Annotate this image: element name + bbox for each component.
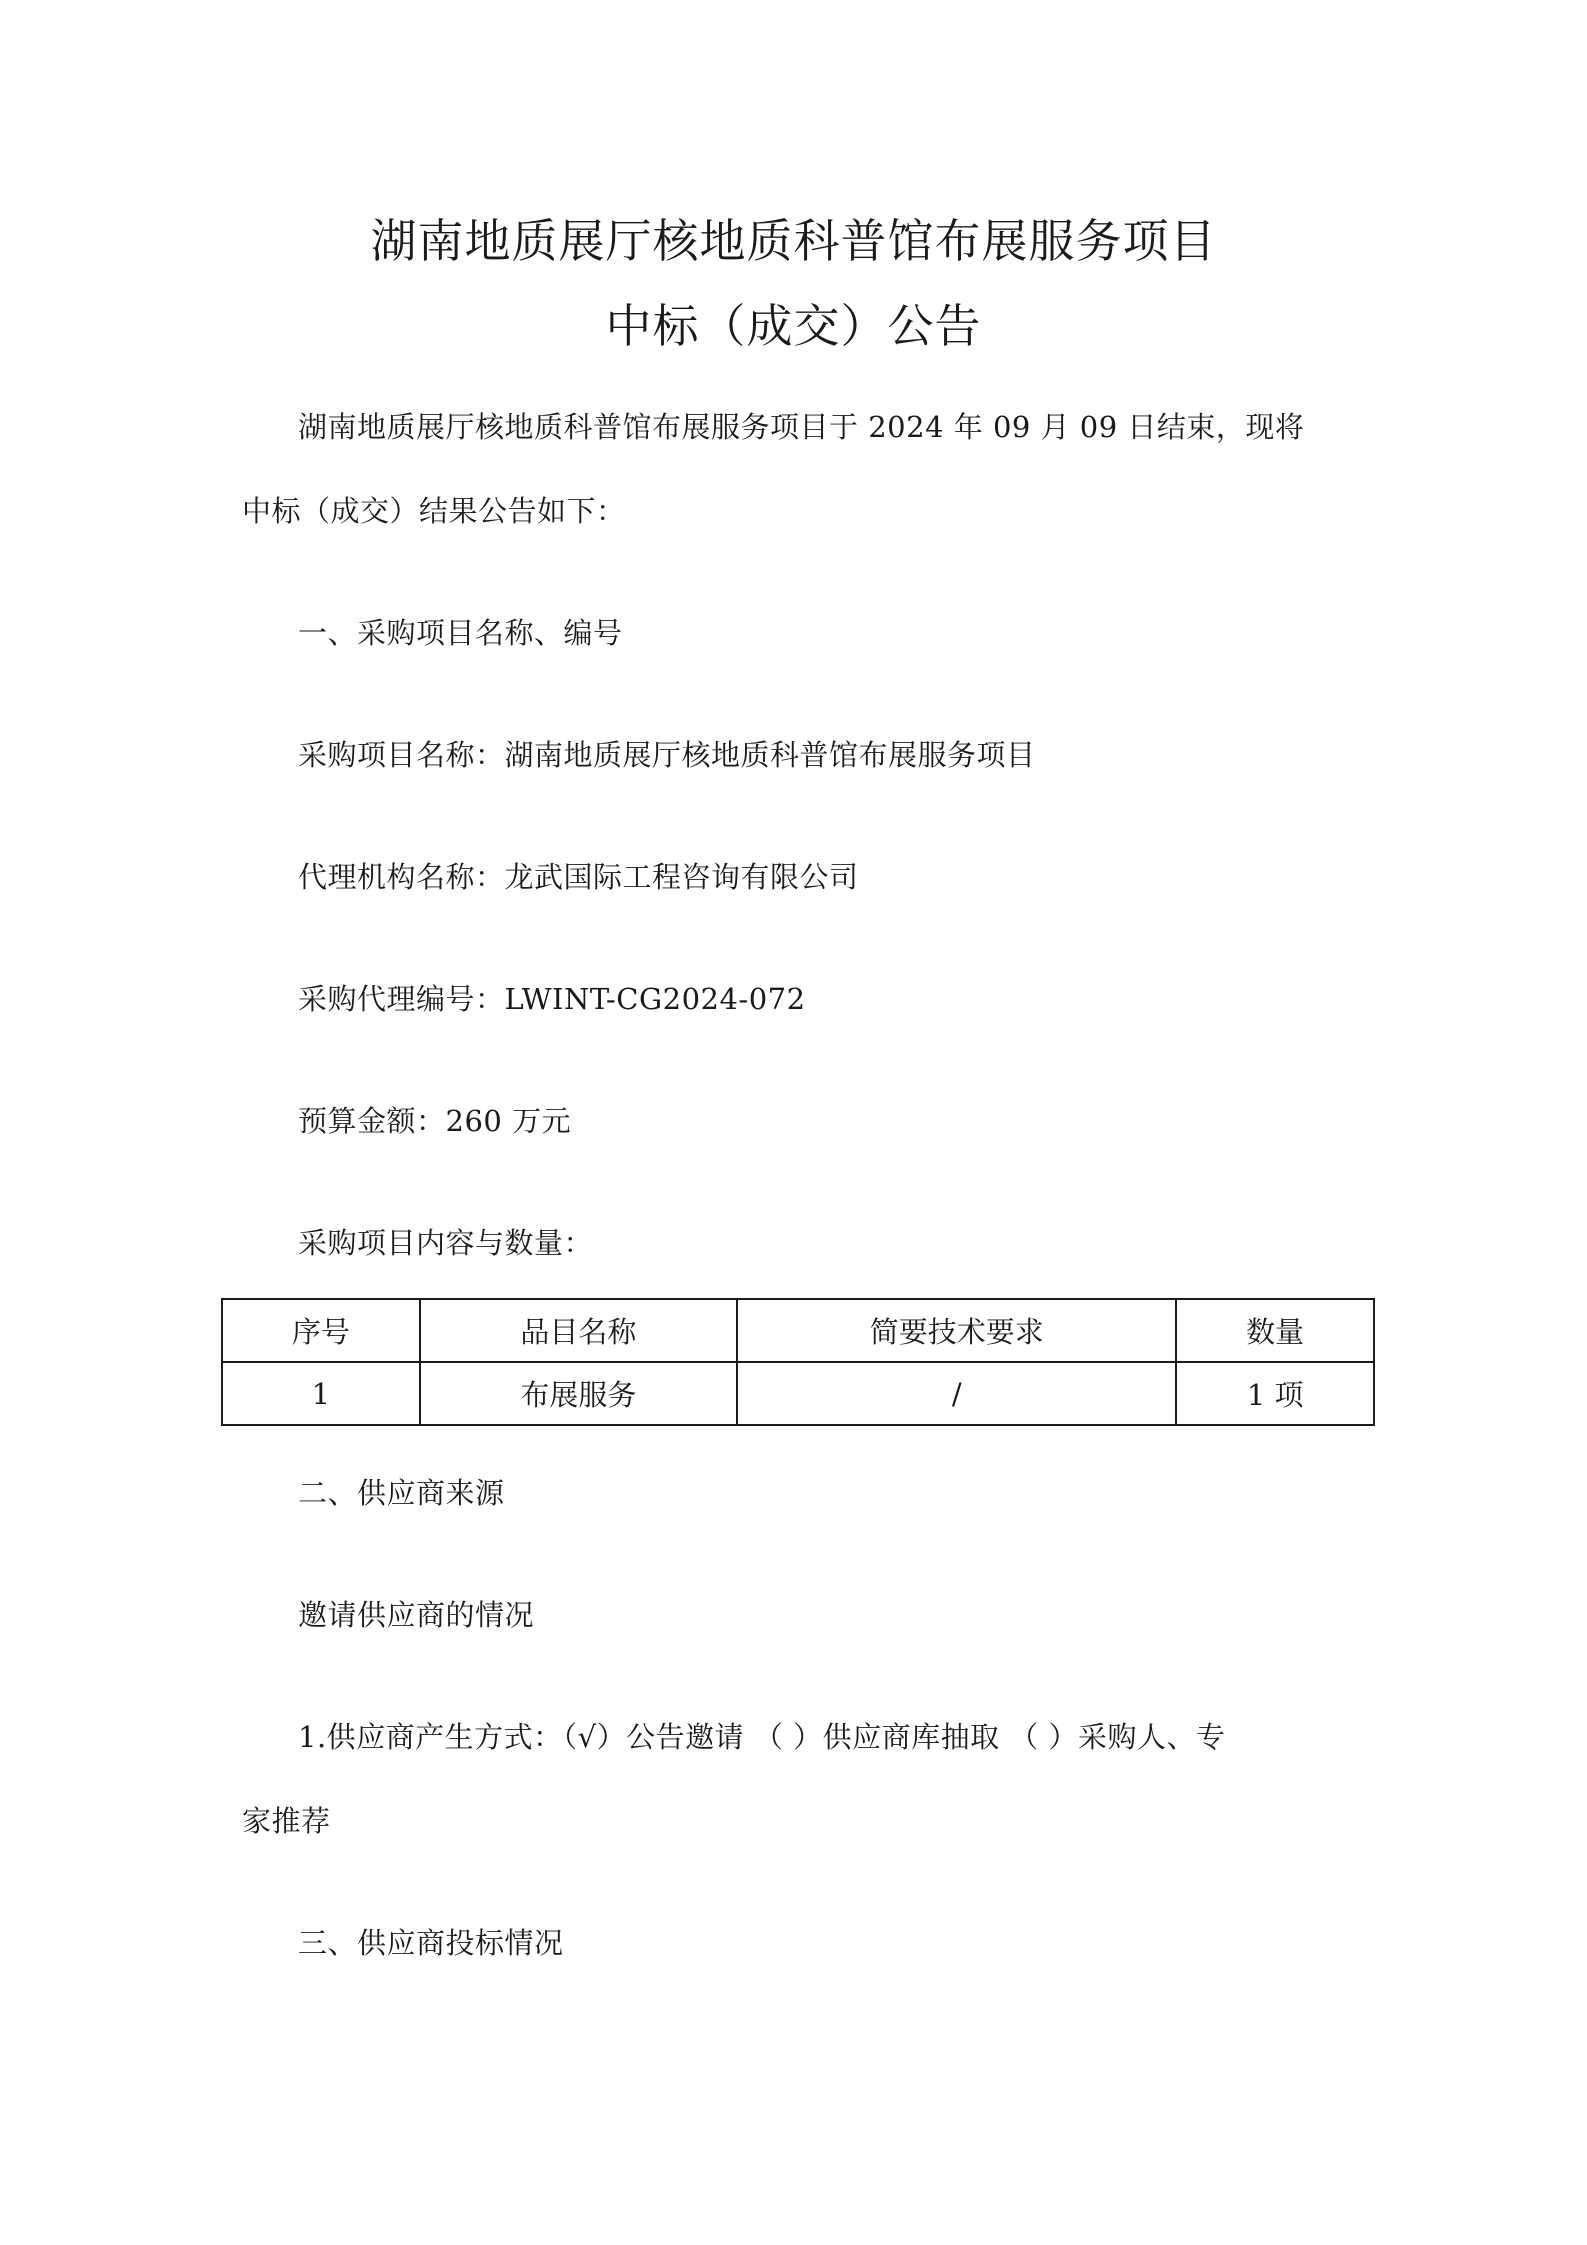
table-header-row <box>222 1299 1374 1362</box>
invited-suppliers-text: 邀请供应商的情况 <box>298 1598 535 1632</box>
project-name-text: 采购项目名称：湖南地质展厅核地质科普馆布展服务项目 <box>298 738 1036 772</box>
supplier-method-line1: 1.供应商产生方式：（√）公告邀请 （ ）供应商库抽取 （ ）采购人、专 <box>298 1720 1226 1754</box>
cell-quantity: 1 项 <box>1176 1362 1374 1425</box>
cell-index: 1 <box>222 1362 420 1425</box>
items-table <box>221 1298 1375 1426</box>
intro-line2: 中标（成交）结果公告如下： <box>242 494 626 528</box>
intro-line1: 湖南地质展厅核地质科普馆布展服务项目于 2024 年 09 月 09 日结束，现将 <box>298 410 1305 444</box>
budget-text: 预算金额：260 万元 <box>298 1104 572 1138</box>
section1-heading: 一、采购项目名称、编号 <box>298 616 623 650</box>
cell-tech-requirements: / <box>737 1362 1176 1425</box>
header-quantity: 数量 <box>1176 1299 1374 1362</box>
header-item-name: 品目名称 <box>420 1299 737 1362</box>
header-tech-requirements: 简要技术要求 <box>737 1299 1176 1362</box>
document-title-line2: 中标（成交）公告 <box>605 299 982 353</box>
document-title-line1: 湖南地质展厅核地质科普馆布展服务项目 <box>370 214 1217 268</box>
agency-name-text: 代理机构名称：龙武国际工程咨询有限公司 <box>298 860 859 894</box>
content-label: 采购项目内容与数量： <box>298 1226 594 1260</box>
supplier-method-line2: 家推荐 <box>242 1804 331 1838</box>
section2-heading: 二、供应商来源 <box>298 1476 505 1510</box>
section3-heading: 三、供应商投标情况 <box>298 1926 564 1960</box>
table-row <box>222 1362 1374 1425</box>
agency-code-text: 采购代理编号：LWINT-CG2024-072 <box>298 982 806 1016</box>
cell-item-name: 布展服务 <box>420 1362 737 1425</box>
header-index: 序号 <box>222 1299 420 1362</box>
